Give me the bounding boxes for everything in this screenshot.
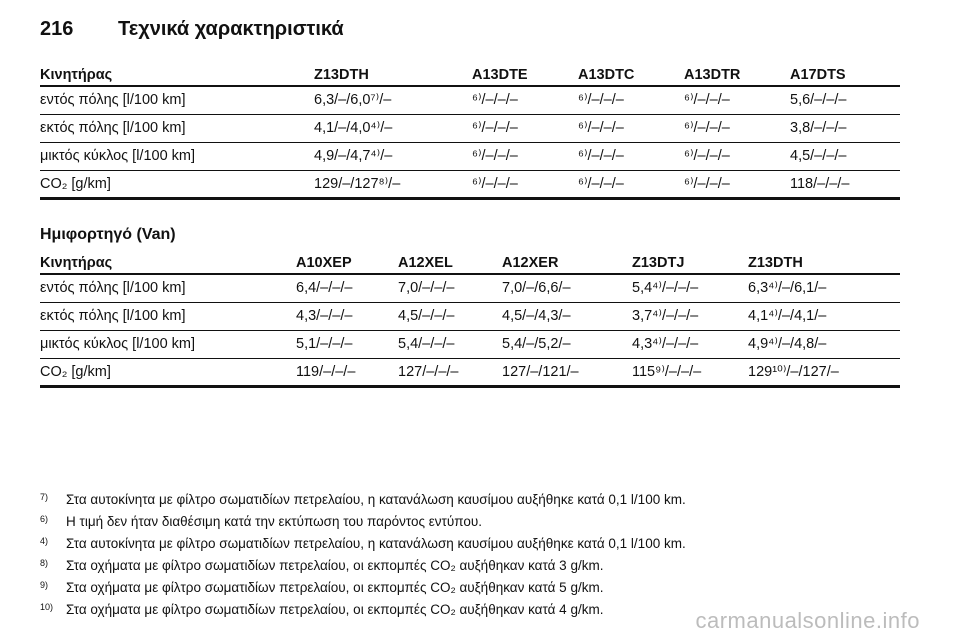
engine-table-2	[40, 250, 900, 388]
table-cell: 3,7⁴⁾/–/–/–	[632, 302, 748, 330]
footnote-text: Στα αυτοκίνητα με φίλτρο σωματιδίων πετρελαίου, η κατανάλωση καυσίμου αυξήθηκε κατά 0,1 l/100 km.	[66, 536, 686, 551]
row-label: CO₂ [g/km]	[40, 170, 314, 198]
column-header: Z13DTJ	[632, 250, 748, 274]
section-title: Ημιφορτηγό (Van)	[40, 226, 176, 243]
table-cell: ⁶⁾/–/–/–	[578, 142, 684, 170]
table-cell: 129¹⁰⁾/–/127/–	[748, 358, 900, 386]
table-cell: 118/–/–/–	[790, 170, 900, 198]
table-cell: 4,3⁴⁾/–/–/–	[632, 330, 748, 358]
column-header: A12XER	[502, 250, 632, 274]
page-title: Τεχνικά χαρακτηριστικά	[118, 18, 344, 40]
footnotes	[40, 492, 920, 624]
table-cell: ⁶⁾/–/–/–	[578, 86, 684, 114]
footnote	[40, 492, 920, 514]
footnote-text: Στα οχήματα με φίλτρο σωματιδίων πετρελαίου, οι εκπομπές CO₂ αυξήθηκαν κατά 3 g/km.	[66, 558, 604, 573]
row-label: εντός πόλης [l/100 km]	[40, 86, 314, 114]
table-cell: 115⁹⁾/–/–/–	[632, 358, 748, 386]
table-cell: 6,3/–/6,0⁷⁾/–	[314, 86, 472, 114]
table-cell: 6,3⁴⁾/–/6,1/–	[748, 274, 900, 302]
page-header	[40, 18, 344, 48]
row-label: μικτός κύκλος [l/100 km]	[40, 142, 314, 170]
footnote-mark: 8)	[40, 558, 49, 568]
column-header: Z13DTH	[748, 250, 900, 274]
table-cell: ⁶⁾/–/–/–	[578, 170, 684, 198]
row-label: εντός πόλης [l/100 km]	[40, 274, 296, 302]
footnote-mark: 10)	[40, 602, 54, 612]
column-header: Κινητήρας	[40, 250, 296, 274]
column-header: A12XEL	[398, 250, 502, 274]
table-cell: 6,4/–/–/–	[296, 274, 398, 302]
table-cell: 4,5/–/4,3/–	[502, 302, 632, 330]
footnote-text: Η τιμή δεν ήταν διαθέσιμη κατά την εκτύπωση του παρόντος εντύπου.	[66, 514, 483, 529]
footnote-text: Στα οχήματα με φίλτρο σωματιδίων πετρελαίου, οι εκπομπές CO₂ αυξήθηκαν κατά 5 g/km.	[66, 580, 604, 595]
row-label: μικτός κύκλος [l/100 km]	[40, 330, 296, 358]
column-header: A13DTR	[684, 62, 790, 86]
table-cell: 4,5/–/–/–	[790, 142, 900, 170]
table-cell: ⁶⁾/–/–/–	[684, 170, 790, 198]
footnote-text: Στα αυτοκίνητα με φίλτρο σωματιδίων πετρελαίου, η κατανάλωση καυσίμου αυξήθηκε κατά 0,1 l/100 km.	[66, 492, 686, 507]
table-cell: ⁶⁾/–/–/–	[472, 86, 578, 114]
page-number: 216	[40, 18, 74, 40]
footnote	[40, 558, 920, 580]
table-cell: 119/–/–/–	[296, 358, 398, 386]
table-row	[40, 330, 900, 358]
table-header-row	[40, 62, 900, 86]
table-cell: 4,1⁴⁾/–/4,1/–	[748, 302, 900, 330]
footnote-mark: 6)	[40, 514, 49, 524]
row-label: CO₂ [g/km]	[40, 358, 296, 386]
row-label: εκτός πόλης [l/100 km]	[40, 114, 314, 142]
footnote-mark: 9)	[40, 580, 49, 590]
table-row	[40, 170, 900, 198]
column-header: Z13DTH	[314, 62, 472, 86]
table-cell: 5,4/–/5,2/–	[502, 330, 632, 358]
table-row	[40, 274, 900, 302]
table-cell: 129/–/127⁸⁾/–	[314, 170, 472, 198]
table-cell: 127/–/121/–	[502, 358, 632, 386]
table-row	[40, 114, 900, 142]
table-cell: 127/–/–/–	[398, 358, 502, 386]
column-header: A13DTE	[472, 62, 578, 86]
footnote	[40, 580, 920, 602]
table-cell: ⁶⁾/–/–/–	[684, 114, 790, 142]
footnote-mark: 4)	[40, 536, 49, 546]
table-row	[40, 142, 900, 170]
table-cell: ⁶⁾/–/–/–	[578, 114, 684, 142]
table-cell: 3,8/–/–/–	[790, 114, 900, 142]
engine-table-1	[40, 62, 900, 200]
column-header: A13DTC	[578, 62, 684, 86]
table-row	[40, 302, 900, 330]
table-cell: 5,4⁴⁾/–/–/–	[632, 274, 748, 302]
table-cell: 4,3/–/–/–	[296, 302, 398, 330]
column-header: A10XEP	[296, 250, 398, 274]
table-cell: ⁶⁾/–/–/–	[472, 170, 578, 198]
table-cell: ⁶⁾/–/–/–	[472, 114, 578, 142]
table-cell: 4,9⁴⁾/–/4,8/–	[748, 330, 900, 358]
table-cell: 7,0/–/6,6/–	[502, 274, 632, 302]
footnote-mark: 7)	[40, 492, 49, 502]
table-cell: ⁶⁾/–/–/–	[684, 142, 790, 170]
column-header: A17DTS	[790, 62, 900, 86]
footnote-text: Στα οχήματα με φίλτρο σωματιδίων πετρελαίου, οι εκπομπές CO₂ αυξήθηκαν κατά 4 g/km.	[66, 602, 604, 617]
table-cell: 4,5/–/–/–	[398, 302, 502, 330]
table-cell: ⁶⁾/–/–/–	[472, 142, 578, 170]
table-cell: 4,9/–/4,7⁴⁾/–	[314, 142, 472, 170]
column-header: Κινητήρας	[40, 62, 314, 86]
table-cell: 7,0/–/–/–	[398, 274, 502, 302]
table-header-row	[40, 250, 900, 274]
table-cell: 4,1/–/4,0⁴⁾/–	[314, 114, 472, 142]
table-row	[40, 358, 900, 386]
row-label: εκτός πόλης [l/100 km]	[40, 302, 296, 330]
table-cell: 5,6/–/–/–	[790, 86, 900, 114]
watermark: carmanualsonline.info	[695, 608, 920, 633]
table-cell: ⁶⁾/–/–/–	[684, 86, 790, 114]
table-row	[40, 86, 900, 114]
footnote	[40, 536, 920, 558]
footnote	[40, 514, 920, 536]
table-cell: 5,1/–/–/–	[296, 330, 398, 358]
table-cell: 5,4/–/–/–	[398, 330, 502, 358]
